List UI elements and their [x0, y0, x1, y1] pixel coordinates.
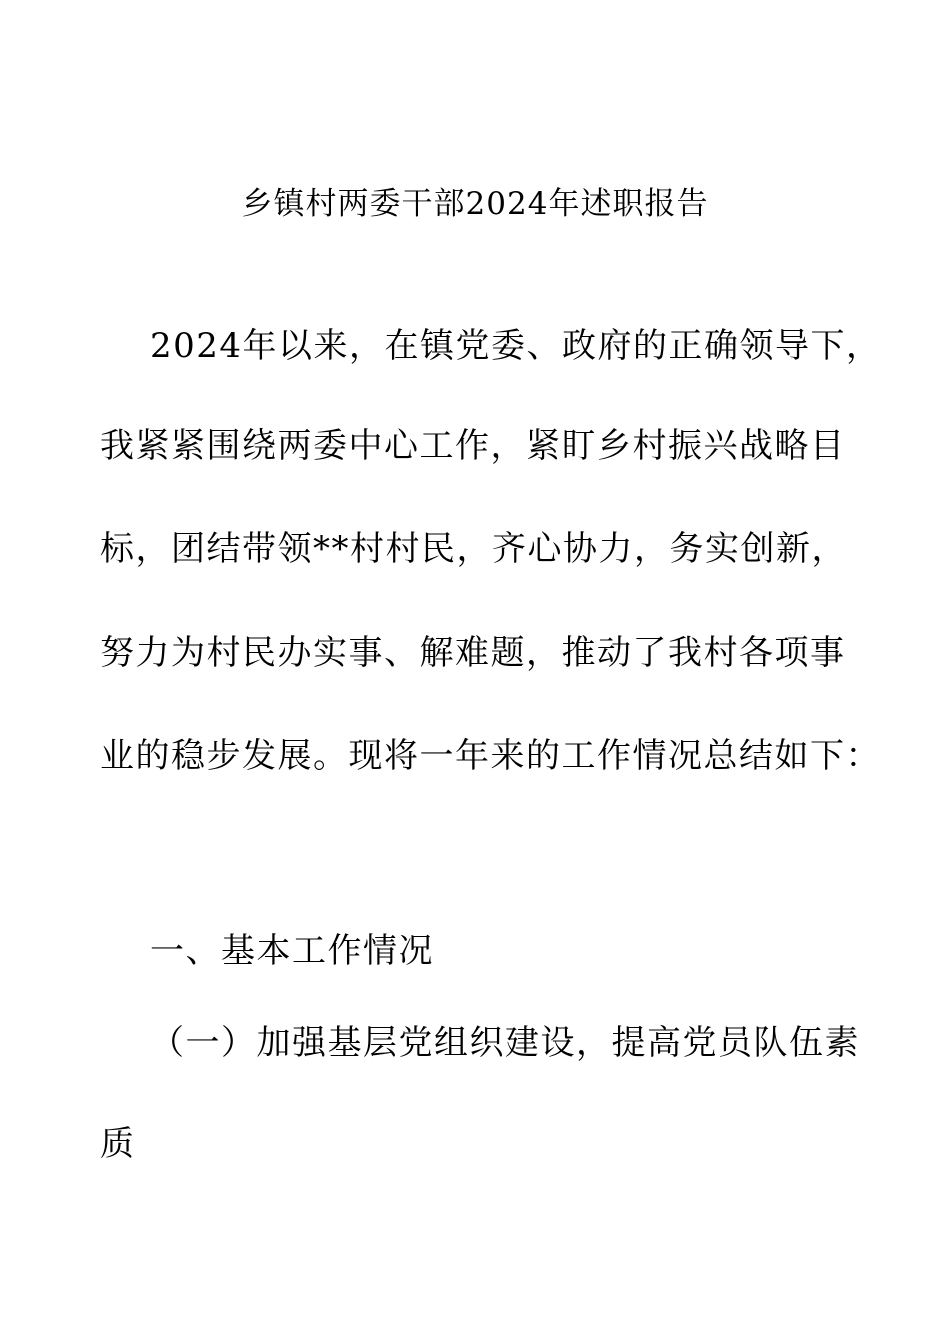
section-heading: 一、基本工作情况 — [150, 931, 434, 971]
document-title: 乡镇村两委干部2024年述职报告 — [241, 186, 709, 222]
subsection-heading-line-1: （一）加强基层党组织建设，提高党员队伍素 — [150, 1023, 860, 1063]
intro-line-1: 2024年以来，在镇党委、政府的正确领导下， — [150, 326, 882, 366]
intro-line-4: 努力为村民办实事、解难题，推动了我村各项事 — [100, 633, 846, 673]
intro-line-2: 我紧紧围绕两委中心工作，紧盯乡村振兴战略目 — [100, 426, 846, 466]
intro-line-3: 标，团结带领**村村民，齐心协力，务实创新， — [100, 529, 847, 569]
subsection-heading-line-2: 质 — [100, 1124, 136, 1164]
intro-line-5: 业的稳步发展。现将一年来的工作情况总结如下： — [100, 736, 881, 776]
